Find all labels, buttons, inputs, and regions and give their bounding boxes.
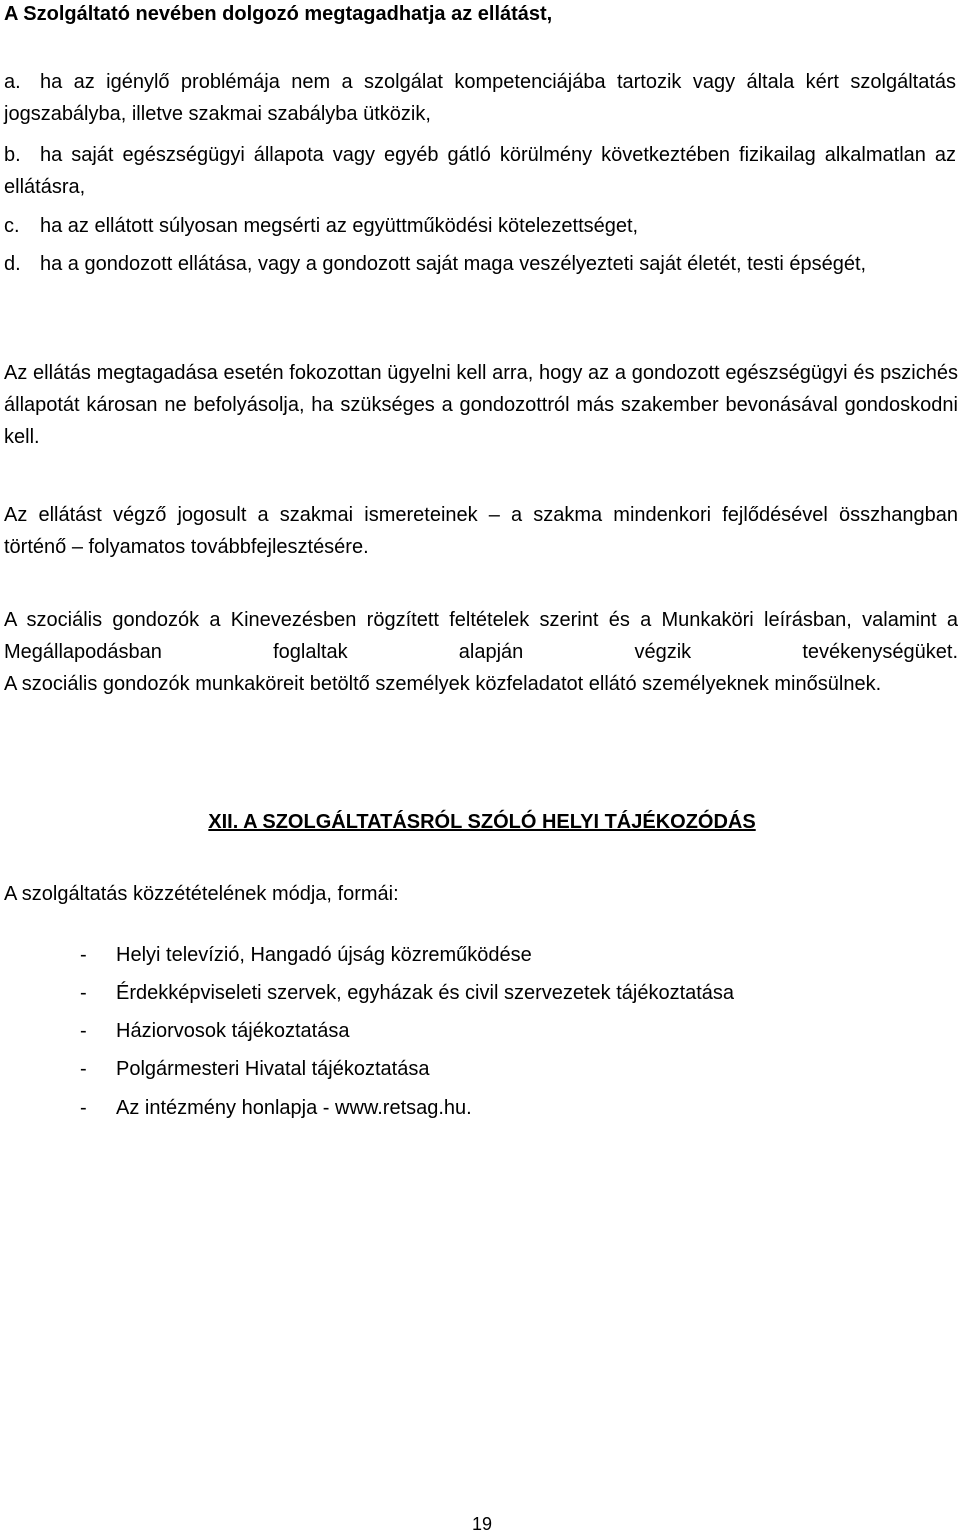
paragraph-public-servants: A szociális gondozók munkaköreit betöltő személyek közfeladatot ellátó személyeknek minősülnek.: [4, 673, 882, 695]
item-text: ha a gondozott ellátása, vagy a gondozott saját maga veszélyezteti saját életét, testi épségét,: [40, 253, 867, 275]
list-item: [80, 939, 532, 971]
item-text: ha az ellátott súlyosan megsérti az együttműködési kötelezettséget,: [40, 215, 639, 237]
bullet-dash: -: [80, 944, 87, 966]
item-text: ha saját egészségügyi állapota vagy egyéb gátló körülmény következtében fizikailag alkalmatlan az ellátásra,: [4, 144, 956, 198]
item-label: c.: [4, 215, 20, 237]
list-item-text: Helyi televízió, Hangadó újság közreműködése: [116, 944, 532, 966]
section-subheading: A szolgáltatás közzétételének módja, formái:: [4, 883, 399, 905]
list-item: [80, 1015, 349, 1047]
bullet-dash: -: [80, 1097, 87, 1119]
item-text: ha az igénylő problémája nem a szolgálat kompetenciájába tartozik vagy általa kért szolgáltatás jogszabályba, illetve szakmai szabályba ütközik,: [4, 71, 956, 125]
bullet-dash: -: [80, 1020, 87, 1042]
paragraph-professional-development: Az ellátást végző jogosult a szakmai ismereteinek – a szakma mindenkori fejlődésével összhangban történő – folyamatos továbbfejlesztésére.: [4, 504, 958, 558]
refusal-item-a: [4, 66, 956, 130]
list-item: [80, 977, 734, 1009]
page-number: 19: [471, 1514, 493, 1534]
intro-heading: A Szolgáltató nevében dolgozó megtagadhatja az ellátást,: [4, 3, 553, 25]
refusal-item-c: [4, 210, 956, 242]
paragraph-caregiver-duties: A szociális gondozók a Kinevezésben rögzített feltételek szerint és a Munkaköri leírásban, valamint a Megállapodásban foglaltak alapján végzik tevékenységüket.: [4, 609, 958, 663]
bullet-dash: -: [80, 982, 87, 1004]
list-item-text: Érdekképviseleti szervek, egyházak és civil szervezetek tájékoztatása: [116, 982, 735, 1004]
item-label: d.: [4, 253, 21, 275]
paragraph-refusal-care: Az ellátás megtagadása esetén fokozottan ügyelni kell arra, hogy az a gondozott egészségügyi és pszichés állapotát károsan ne befolyásolja, ha szükséges a gondozottról más szakember bevonásával gondoskodni kell.: [4, 362, 958, 448]
list-item: [80, 1053, 429, 1085]
bullet-dash: -: [80, 1058, 87, 1080]
section-title: XII. A SZOLGÁLTATÁSRÓL SZÓLÓ HELYI TÁJÉKOZÓDÁS: [208, 811, 756, 833]
list-item: [80, 1092, 472, 1124]
list-item-text: Polgármesteri Hivatal tájékoztatása: [116, 1058, 430, 1080]
item-label: a.: [4, 71, 21, 93]
item-label: b.: [4, 144, 21, 166]
refusal-item-b: [4, 139, 956, 203]
list-item-text: Az intézmény honlapja - www.retsag.hu.: [116, 1097, 472, 1119]
list-item-text: Háziorvosok tájékoztatása: [116, 1020, 350, 1042]
refusal-item-d: [4, 248, 956, 280]
